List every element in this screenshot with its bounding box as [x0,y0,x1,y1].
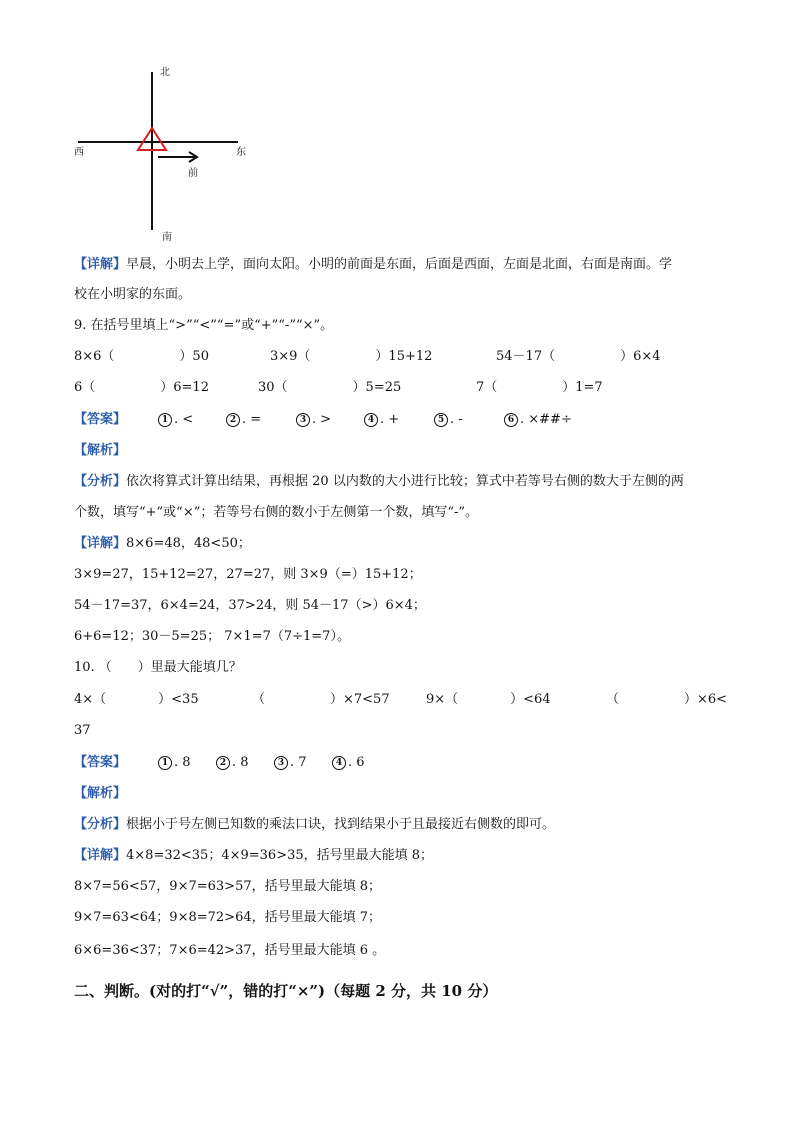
answer-tag: 【答案】 [74,412,127,427]
q10-item-4: （ ）×6< [606,692,728,707]
q9-answer-4: 4 . + [364,412,399,428]
q8-detail-text1: 早晨，小明去上学，面向太阳。小明的前面是东面，后面是西面，左面是北面，右面是南面。学 [126,257,673,272]
q10-answer-4: 4 . 6 [332,755,365,771]
q10-fenxi: 【分析】根据小于号左侧已知数的乘法口诀，找到结果小于且最接近右侧数的即可。 [74,817,556,832]
q9-analysis-tag: 【解析】 [74,443,127,458]
q9-fenxi-line1: 【分析】依次将算式计算出结果，再根据 20 以内数的大小进行比较；算式中若等号右侧的数大于左侧的两 [74,474,684,489]
q9-item-3: 54－17（ ）6×4 [496,349,661,364]
north-label: 北 [160,67,170,78]
q10-detail-4: 6×6=36<37；7×6=42>37，括号里最大能填 6 。 [74,943,386,958]
answer-tag: 【答案】 [74,755,127,770]
q10-analysis-tag: 【解析】 [74,786,127,801]
detail-tag: 【详解】 [74,257,127,272]
q9-item-4: 6（ ）6=12 [74,380,209,395]
q10-detail-3: 9×7=63<64；9×8=72>64，括号里最大能填 7； [74,910,382,925]
q10-item-3: 9×（ ）<64 [426,692,551,707]
q9-detail-4: 6+6=12；30－5=25； 7×1=7（7÷1=7）。 [74,629,350,644]
q10-item-4-cont: 37 [74,723,91,738]
q9-answer-6: 6 . ×##÷ [504,412,572,428]
q10-answer-2: 2 . 8 [216,755,249,771]
q9-answer-2: 2 . = [226,412,261,428]
q9-answer-5: 5 . - [434,412,463,428]
q9-question: 9. 在括号里填上“>”“<”“=”或“+”“-”“×”。 [74,318,334,333]
q9-answer-row [74,412,714,430]
q10-answer-row [74,755,474,773]
front-label: 前 [188,168,198,179]
q8-detail-line1 [74,257,672,273]
q8-detail-line2: 校在小明家的东面。 [74,287,192,302]
q9-item-6: 7（ ）1=7 [476,380,603,395]
q9-detail-2: 3×9=27，15+12=27，27=27，则 3×9（=）15+12； [74,567,422,582]
q10-item-2: （ ）×7<57 [252,692,390,707]
compass-diagram [70,60,260,245]
q10-detail-1: 【详解】4×8=32<35；4×9=36>35，括号里最大能填 8； [74,848,434,863]
q10-answer-3: 3 . 7 [274,755,307,771]
q9-answer-1: 1 . < [158,412,193,428]
q10-detail-2: 8×7=56<57，9×7=63>57，括号里最大能填 8； [74,879,382,894]
q9-item-1: 8×6（ ）50 [74,349,209,364]
south-label: 南 [162,232,172,243]
q9-item-5: 30（ ）5=25 [258,380,402,395]
q10-answer-1: 1 . 8 [158,755,191,771]
q10-question: 10. （ ）里最大能填几？ [74,660,242,675]
west-label: 西 [74,147,84,158]
east-label: 东 [236,147,246,158]
q9-fenxi-line2: 个数，填写“+”或“×”；若等号右侧的数小于左侧第一个数，填写“-”。 [74,505,479,520]
section2-title: 二、判断。(对的打“√”，错的打“×”)（每题 2 分，共 10 分） [74,982,498,1000]
q9-detail-3: 54－17=37，6×4=24，37>24，则 54－17（>）6×4； [74,598,426,613]
q9-item-2: 3×9（ ）15+12 [270,349,433,364]
q9-detail-1: 【详解】8×6=48，48<50； [74,536,251,551]
q10-item-1: 4×（ ）<35 [74,692,199,707]
q9-answer-3: 3 . > [296,412,331,428]
